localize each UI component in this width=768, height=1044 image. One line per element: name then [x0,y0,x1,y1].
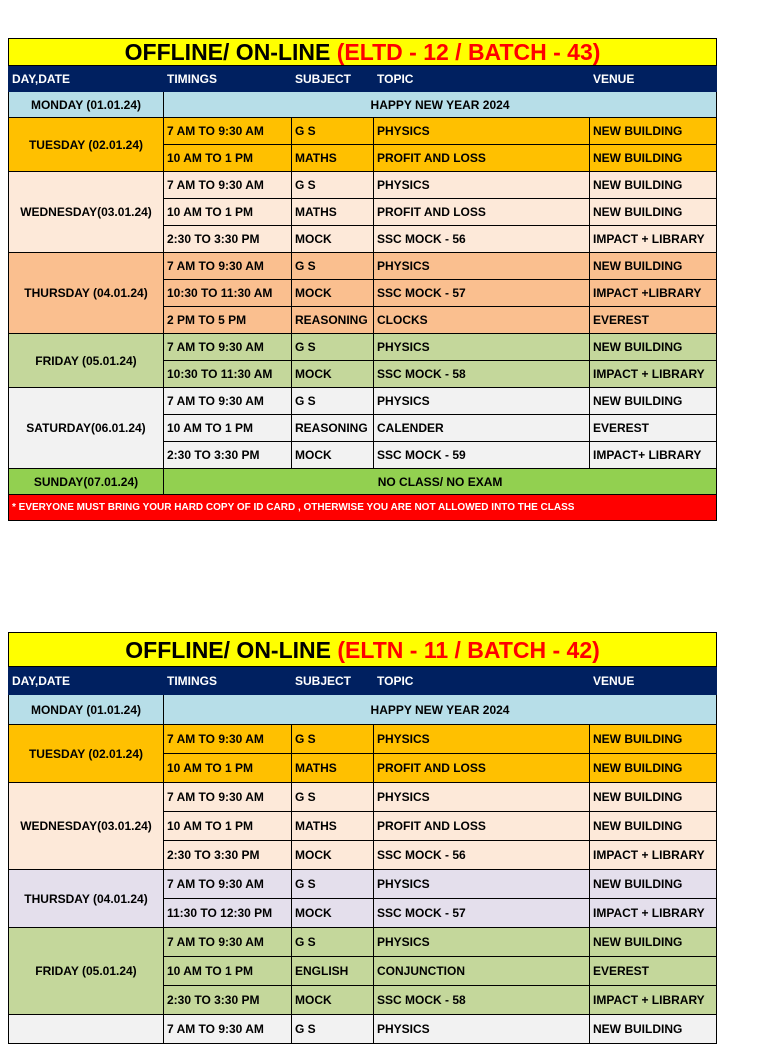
timing-cell: 2:30 TO 3:30 PM [164,442,292,469]
venue-cell: NEW BUILDING [590,334,717,361]
title-batch: (ELTN - 11 / BATCH - 42) [337,636,600,663]
venue-cell: EVEREST [590,307,717,334]
column-header: DAY,DATE [9,667,164,695]
venue-cell: IMPACT + LIBRARY [590,226,717,253]
column-header: SUBJECT [292,66,374,92]
day-note-row [9,469,717,495]
topic-cell: PHYSICS [374,388,590,415]
venue-cell: IMPACT +LIBRARY [590,280,717,307]
day-note-row [9,695,717,725]
venue-cell: NEW BUILDING [590,145,717,172]
timing-cell: 10 AM TO 1 PM [164,199,292,226]
subject-cell: G S [292,1015,374,1044]
day-cell: MONDAY (01.01.24) [9,695,164,725]
topic-cell: PROFIT AND LOSS [374,812,590,841]
table-row [9,253,717,280]
topic-cell: SSC MOCK - 57 [374,280,590,307]
subject-cell: G S [292,334,374,361]
schedule-title [9,39,717,66]
topic-cell: SSC MOCK - 58 [374,986,590,1015]
day-cell: TUESDAY (02.01.24) [9,118,164,172]
subject-cell: MOCK [292,986,374,1015]
venue-cell: NEW BUILDING [590,812,717,841]
column-header: SUBJECT [292,667,374,695]
subject-cell: MATHS [292,812,374,841]
topic-cell: PROFIT AND LOSS [374,145,590,172]
venue-cell: NEW BUILDING [590,172,717,199]
subject-cell: G S [292,783,374,812]
day-note-row [9,92,717,118]
topic-cell: PHYSICS [374,334,590,361]
venue-cell: IMPACT + LIBRARY [590,841,717,870]
table-row [9,870,717,899]
timing-cell: 7 AM TO 9:30 AM [164,1015,292,1044]
day-cell: TUESDAY (02.01.24) [9,725,164,783]
subject-cell: MOCK [292,442,374,469]
day-cell: FRIDAY (05.01.24) [9,334,164,388]
topic-cell: SSC MOCK - 57 [374,899,590,928]
subject-cell: G S [292,870,374,899]
topic-cell: PHYSICS [374,783,590,812]
timing-cell: 7 AM TO 9:30 AM [164,870,292,899]
table-row [9,172,717,199]
table-row [9,928,717,957]
day-cell: THURSDAY (04.01.24) [9,870,164,928]
subject-cell: G S [292,928,374,957]
table-row [9,388,717,415]
topic-cell: CONJUNCTION [374,957,590,986]
topic-cell: CLOCKS [374,307,590,334]
table-row [9,118,717,145]
subject-cell: G S [292,388,374,415]
day-cell: WEDNESDAY(03.01.24) [9,783,164,870]
venue-cell: NEW BUILDING [590,388,717,415]
venue-cell: EVEREST [590,957,717,986]
day-cell: SUNDAY(07.01.24) [9,469,164,495]
venue-cell: NEW BUILDING [590,1015,717,1044]
subject-cell: G S [292,118,374,145]
column-header: TIMINGS [164,66,292,92]
subject-cell: MOCK [292,361,374,388]
timing-cell: 2:30 TO 3:30 PM [164,841,292,870]
subject-cell: G S [292,172,374,199]
timing-cell: 7 AM TO 9:30 AM [164,725,292,754]
day-note: HAPPY NEW YEAR 2024 [164,92,717,118]
title-main: OFFLINE/ ON-LINE [124,39,331,65]
topic-cell: PHYSICS [374,725,590,754]
topic-cell: PHYSICS [374,253,590,280]
timing-cell: 10 AM TO 1 PM [164,145,292,172]
venue-cell: NEW BUILDING [590,754,717,783]
topic-cell: PHYSICS [374,1015,590,1044]
day-cell: FRIDAY (05.01.24) [9,928,164,1015]
subject-cell: G S [292,253,374,280]
title-main: OFFLINE/ ON-LINE [125,636,331,663]
schedule-title [9,633,717,667]
timing-cell: 10 AM TO 1 PM [164,957,292,986]
column-header: VENUE [590,667,717,695]
timing-cell: 10:30 TO 11:30 AM [164,280,292,307]
column-header: DAY,DATE [9,66,164,92]
topic-cell: SSC MOCK - 56 [374,226,590,253]
timing-cell: 2 PM TO 5 PM [164,307,292,334]
timing-cell: 7 AM TO 9:30 AM [164,118,292,145]
subject-cell: MATHS [292,199,374,226]
timing-cell: 7 AM TO 9:30 AM [164,388,292,415]
topic-cell: SSC MOCK - 58 [374,361,590,388]
topic-cell: SSC MOCK - 59 [374,442,590,469]
column-header: TOPIC [374,66,590,92]
venue-cell: NEW BUILDING [590,870,717,899]
subject-cell: REASONING [292,307,374,334]
topic-cell: PHYSICS [374,928,590,957]
schedule-table-eltn [8,632,716,1044]
venue-cell: NEW BUILDING [590,118,717,145]
schedule-table-eltd [8,38,716,521]
timing-cell: 2:30 TO 3:30 PM [164,226,292,253]
footer-note: * EVERYONE MUST BRING YOUR HARD COPY OF ID CARD , OTHERWISE YOU ARE NOT ALLOWED INTO THE CLASS [9,495,717,521]
venue-cell: IMPACT + LIBRARY [590,986,717,1015]
venue-cell: NEW BUILDING [590,783,717,812]
venue-cell: NEW BUILDING [590,253,717,280]
timing-cell: 7 AM TO 9:30 AM [164,334,292,361]
column-header: TIMINGS [164,667,292,695]
venue-cell: IMPACT+ LIBRARY [590,442,717,469]
day-cell: THURSDAY (04.01.24) [9,253,164,334]
topic-cell: PHYSICS [374,870,590,899]
topic-cell: PHYSICS [374,118,590,145]
timing-cell: 7 AM TO 9:30 AM [164,172,292,199]
subject-cell: MOCK [292,226,374,253]
venue-cell: NEW BUILDING [590,199,717,226]
subject-cell: MOCK [292,899,374,928]
timing-cell: 2:30 TO 3:30 PM [164,986,292,1015]
topic-cell: PROFIT AND LOSS [374,754,590,783]
timing-cell: 10:30 TO 11:30 AM [164,361,292,388]
column-header: TOPIC [374,667,590,695]
subject-cell: MATHS [292,145,374,172]
timing-cell: 10 AM TO 1 PM [164,812,292,841]
venue-cell: EVEREST [590,415,717,442]
timing-cell: 7 AM TO 9:30 AM [164,253,292,280]
subject-cell: MOCK [292,280,374,307]
table-row [9,334,717,361]
timing-cell: 7 AM TO 9:30 AM [164,783,292,812]
topic-cell: CALENDER [374,415,590,442]
day-note: HAPPY NEW YEAR 2024 [164,695,717,725]
day-cell: MONDAY (01.01.24) [9,92,164,118]
timing-cell: 7 AM TO 9:30 AM [164,928,292,957]
topic-cell: PROFIT AND LOSS [374,199,590,226]
subject-cell: REASONING [292,415,374,442]
venue-cell: IMPACT + LIBRARY [590,361,717,388]
venue-cell: NEW BUILDING [590,928,717,957]
table-row [9,1015,717,1044]
table-row [9,783,717,812]
topic-cell: SSC MOCK - 56 [374,841,590,870]
timing-cell: 11:30 TO 12:30 PM [164,899,292,928]
topic-cell: PHYSICS [374,172,590,199]
venue-cell: NEW BUILDING [590,725,717,754]
title-batch: (ELTD - 12 / BATCH - 43) [336,39,601,65]
timing-cell: 10 AM TO 1 PM [164,415,292,442]
subject-cell: MATHS [292,754,374,783]
day-cell [9,1015,164,1044]
subject-cell: G S [292,725,374,754]
venue-cell: IMPACT + LIBRARY [590,899,717,928]
timing-cell: 10 AM TO 1 PM [164,754,292,783]
day-cell: WEDNESDAY(03.01.24) [9,172,164,253]
subject-cell: MOCK [292,841,374,870]
day-note: NO CLASS/ NO EXAM [164,469,717,495]
table-row [9,725,717,754]
subject-cell: ENGLISH [292,957,374,986]
column-header: VENUE [590,66,717,92]
day-cell: SATURDAY(06.01.24) [9,388,164,469]
